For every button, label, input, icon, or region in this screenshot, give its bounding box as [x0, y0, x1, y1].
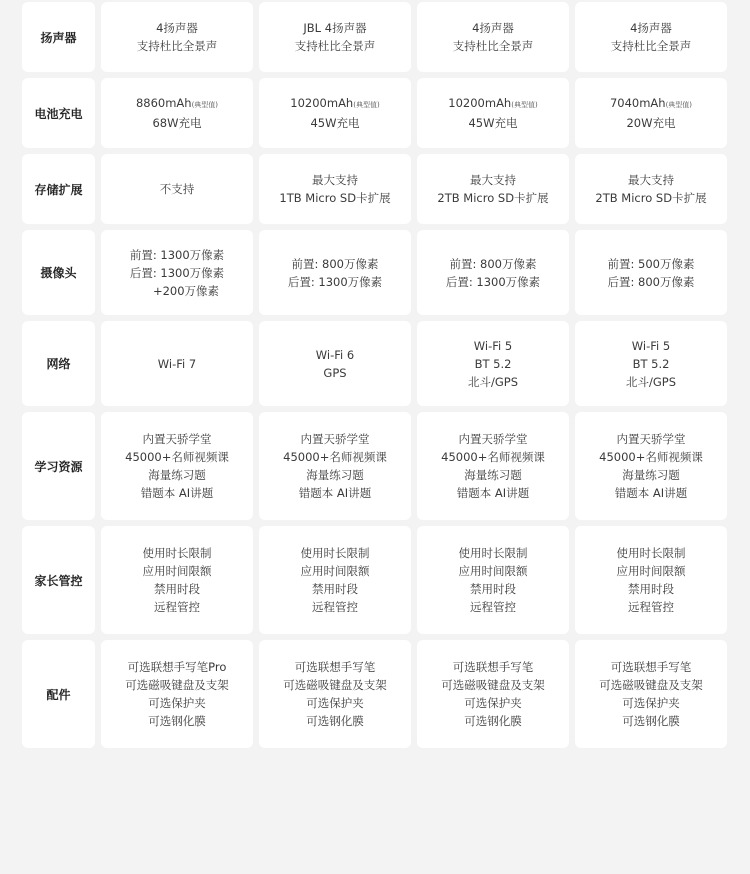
spec-row-learning [22, 412, 728, 520]
row-label-text: 学习资源 [34, 459, 83, 474]
spec-cell [101, 154, 253, 224]
row-label-text: 家长管控 [34, 573, 83, 588]
spec-cell [101, 2, 253, 72]
spec-line: 应用时间限额 [300, 564, 370, 578]
spec-line: 可选联想手写笔Pro [127, 660, 227, 674]
row-label-accessories [22, 640, 95, 748]
spec-line: 内置天骄学堂 [458, 432, 528, 446]
spec-line: 后置: 800万像素 [607, 274, 695, 289]
spec-row-speakers [22, 2, 728, 72]
spec-cell [417, 640, 569, 748]
spec-cell [101, 526, 253, 634]
spec-line: 可选磁吸键盘及支架 [125, 678, 229, 692]
spec-row-parental-control [22, 526, 728, 634]
spec-line: Wi-Fi 6 [315, 347, 355, 362]
spec-line: 可选磁吸键盘及支架 [599, 678, 703, 692]
spec-line: 错题本 AI讲题 [614, 486, 688, 500]
spec-line: 海量练习题 [622, 468, 680, 482]
spec-line: 4扬声器 [630, 21, 672, 35]
spec-line: 1TB Micro SD卡扩展 [279, 191, 391, 205]
spec-cell [575, 640, 727, 748]
spec-line: 可选钢化膜 [306, 714, 364, 728]
row-label-battery [22, 78, 95, 148]
spec-line: 后置: 1300万像素 [287, 274, 383, 289]
spec-cell [259, 154, 411, 224]
spec-row-battery [22, 78, 728, 148]
spec-line: 可选联想手写笔 [452, 660, 534, 674]
spec-line: 20W充电 [626, 116, 676, 130]
spec-line: 海量练习题 [306, 468, 364, 482]
spec-line [610, 94, 692, 114]
row-label-text: 摄像头 [40, 266, 77, 280]
spec-line: 海量练习题 [148, 468, 206, 482]
row-label-text: 存储扩展 [34, 182, 83, 197]
spec-line: 远程管控 [154, 600, 200, 614]
spec-cell [417, 412, 569, 520]
spec-line: 可选联想手写笔 [294, 660, 376, 674]
spec-cell [101, 321, 253, 406]
spec-line: 使用时长限制 [300, 546, 370, 560]
spec-line: 68W充电 [152, 116, 202, 130]
spec-line: JBL 4扬声器 [303, 21, 367, 35]
spec-line: 北斗/GPS [625, 374, 677, 389]
spec-cell [575, 321, 727, 406]
spec-line: 支持杜比全景声 [294, 39, 376, 53]
spec-line: 内置天骄学堂 [616, 432, 686, 446]
spec-cell [575, 526, 727, 634]
spec-line: 45000+名师视频课 [283, 450, 387, 464]
battery-capacity: 10200mAh [290, 96, 354, 110]
row-label-network [22, 321, 95, 406]
spec-cell [575, 154, 727, 224]
battery-capacity: 8860mAh [135, 96, 192, 110]
spec-cell [575, 2, 727, 72]
spec-cell [101, 412, 253, 520]
spec-cell [417, 526, 569, 634]
spec-line: BT 5.2 [474, 356, 512, 371]
row-label-storage [22, 154, 95, 224]
spec-line: 支持杜比全景声 [452, 39, 534, 53]
spec-line: 45000+名师视频课 [441, 450, 545, 464]
typical-value-note: (典型值) [665, 101, 693, 109]
spec-line: Wi-Fi 7 [157, 356, 197, 371]
row-label-text: 扬声器 [40, 30, 77, 45]
typical-value-note: (典型值) [353, 101, 380, 109]
spec-line: 可选联想手写笔 [610, 660, 692, 674]
spec-cell [417, 154, 569, 224]
spec-line: 前置: 500万像素 [607, 256, 695, 271]
typical-value-note: (典型值) [191, 101, 219, 109]
spec-line [448, 94, 537, 114]
spec-line: 45000+名师视频课 [125, 450, 229, 464]
spec-cell [417, 2, 569, 72]
battery-capacity: 10200mAh [448, 96, 512, 110]
spec-line: 可选磁吸键盘及支架 [441, 678, 545, 692]
spec-line: 最大支持 [628, 173, 674, 187]
spec-line: 后置: 1300万像素 [129, 265, 225, 280]
spec-line: 应用时间限额 [616, 564, 686, 578]
battery-capacity: 7040mAh [609, 96, 666, 110]
spec-line: 错题本 AI讲题 [140, 486, 214, 500]
spec-line: 不支持 [159, 182, 195, 196]
spec-line: 45000+名师视频课 [599, 450, 703, 464]
spec-line: +200万像素 [152, 283, 220, 298]
spec-line [290, 94, 379, 114]
spec-line: 远程管控 [470, 600, 516, 614]
spec-line [136, 94, 218, 114]
spec-cell [259, 640, 411, 748]
spec-cell [259, 230, 411, 315]
spec-cell [101, 640, 253, 748]
spec-cell [417, 321, 569, 406]
spec-cell [259, 78, 411, 148]
row-label-learning [22, 412, 95, 520]
spec-line: 可选保护夹 [148, 696, 206, 710]
spec-line: 禁用时段 [628, 582, 674, 596]
spec-line: 最大支持 [312, 173, 358, 187]
spec-line: 前置: 800万像素 [291, 256, 379, 271]
row-label-text: 配件 [46, 687, 71, 702]
spec-cell [417, 230, 569, 315]
row-label-text: 电池充电 [34, 106, 83, 121]
spec-line: 使用时长限制 [458, 546, 528, 560]
spec-line: 后置: 1300万像素 [445, 274, 541, 289]
spec-line: 前置: 800万像素 [449, 256, 537, 271]
spec-line: 45W充电 [310, 116, 360, 130]
row-label-parental-control [22, 526, 95, 634]
spec-line: 2TB Micro SD卡扩展 [437, 191, 549, 205]
spec-line: 可选钢化膜 [464, 714, 522, 728]
spec-line: 可选磁吸键盘及支架 [283, 678, 387, 692]
spec-comparison-table [22, 0, 728, 754]
spec-line: 可选保护夹 [306, 696, 364, 710]
spec-line: Wi-Fi 5 [473, 338, 513, 353]
spec-line: 4扬声器 [156, 21, 198, 35]
spec-line: BT 5.2 [632, 356, 670, 371]
spec-line: 最大支持 [470, 173, 516, 187]
spec-line: 应用时间限额 [458, 564, 528, 578]
spec-line: 内置天骄学堂 [300, 432, 370, 446]
spec-line: 远程管控 [312, 600, 358, 614]
row-label-speakers [22, 2, 95, 72]
spec-line: 前置: 1300万像素 [129, 247, 225, 262]
spec-line: 4扬声器 [472, 21, 514, 35]
spec-line: 支持杜比全景声 [136, 39, 218, 53]
spec-line: 使用时长限制 [142, 546, 212, 560]
spec-line: 支持杜比全景声 [610, 39, 692, 53]
spec-row-storage [22, 154, 728, 224]
spec-line: 45W充电 [468, 116, 518, 130]
spec-cell [417, 78, 569, 148]
spec-cell [575, 412, 727, 520]
spec-line: 远程管控 [628, 600, 674, 614]
spec-row-network [22, 321, 728, 406]
spec-cell [259, 2, 411, 72]
spec-line: 禁用时段 [470, 582, 516, 596]
spec-cell [259, 321, 411, 406]
spec-cell [259, 526, 411, 634]
spec-line: 可选保护夹 [464, 696, 522, 710]
spec-cell [101, 78, 253, 148]
spec-line: 海量练习题 [464, 468, 522, 482]
spec-line: 可选保护夹 [622, 696, 680, 710]
spec-cell [259, 412, 411, 520]
spec-row-accessories [22, 640, 728, 748]
spec-line: 错题本 AI讲题 [298, 486, 372, 500]
typical-value-note: (典型值) [511, 101, 538, 109]
spec-cell [575, 78, 727, 148]
spec-cell [575, 230, 727, 315]
spec-line: GPS [323, 365, 347, 380]
row-label-camera [22, 230, 95, 315]
spec-line: 可选钢化膜 [622, 714, 680, 728]
spec-line: 北斗/GPS [467, 374, 519, 389]
spec-line: 2TB Micro SD卡扩展 [595, 191, 707, 205]
spec-line: 应用时间限额 [142, 564, 212, 578]
spec-line: 可选钢化膜 [148, 714, 206, 728]
spec-line: 禁用时段 [154, 582, 200, 596]
spec-line: 使用时长限制 [616, 546, 686, 560]
spec-line: 内置天骄学堂 [142, 432, 212, 446]
spec-line: Wi-Fi 5 [631, 338, 671, 353]
spec-line: 错题本 AI讲题 [456, 486, 530, 500]
spec-line: 禁用时段 [312, 582, 358, 596]
row-label-text: 网络 [46, 357, 71, 371]
spec-cell [101, 230, 253, 315]
spec-row-camera [22, 230, 728, 315]
